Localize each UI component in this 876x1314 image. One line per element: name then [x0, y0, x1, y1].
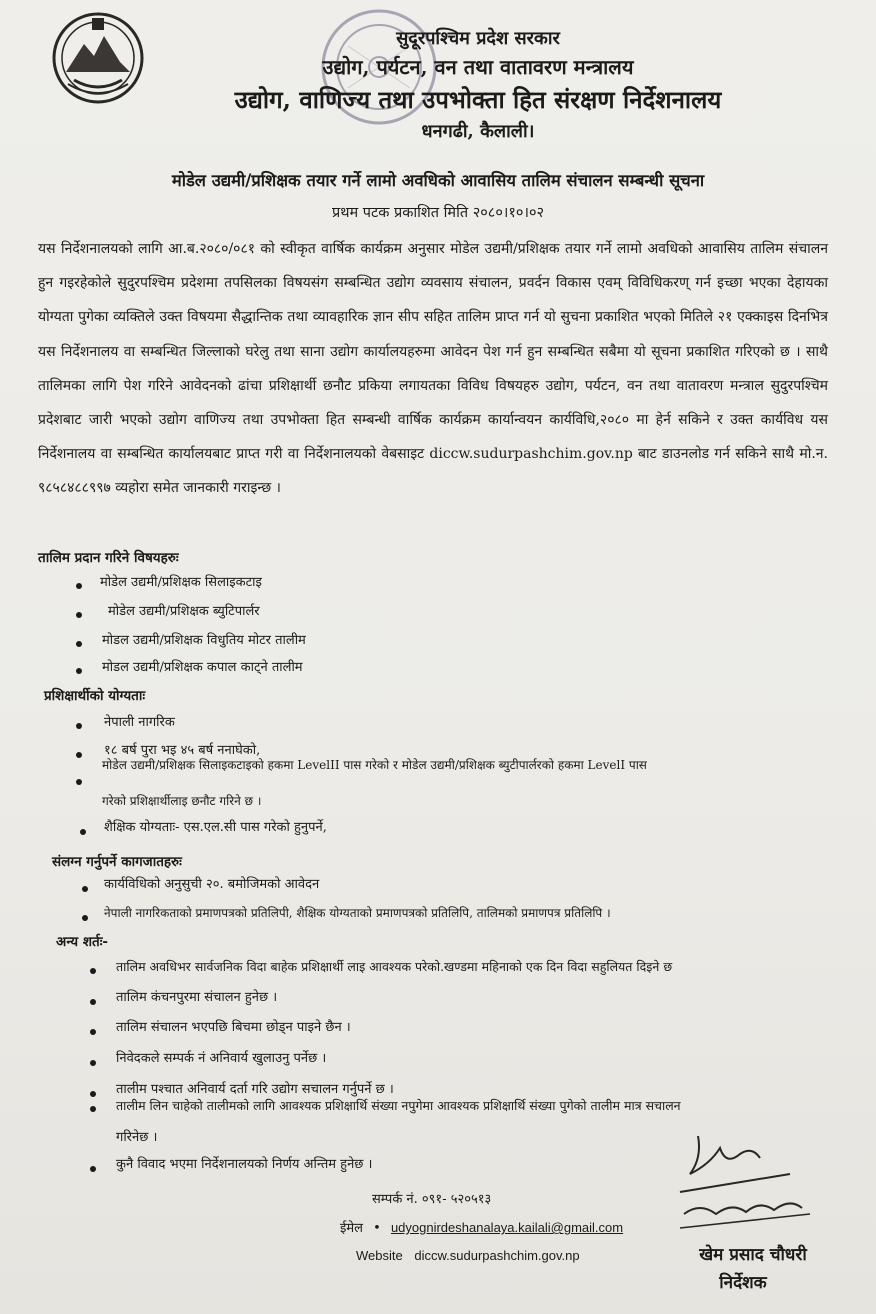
government-name: सुदूरपश्चिम प्रदेश सरकार: [396, 28, 560, 49]
subjects-heading: तालिम प्रदान गरिने विषयहरुः: [38, 550, 179, 566]
notice-body: यस निर्देशनालयको लागि आ.ब.२०८०/०८१ को स्वीकृत वार्षिक कार्यक्रम अनुसार मोडेल उद्यमी/प्रशिक्षक तयार गर्ने लामो अवधिको आवासिय तालिम संचालन हुन गइरहेकोले सुदुरपश्चिम प्रदेशमा तपसिलका विषयसंग सम्बन्धित उद्योग व्यवसाय संचालन, प्रवर्दन विकास एवम् विविधिकरण् गर्न इच्छा भएका देहायका योग्यता पुगेका व्यक्तिले उक्त विषयमा सैद्धान्तिक तथा व्यावहारिक ज्ञान सीप सहित तालिम प्राप्त गर्न यो सुचना प्रकाशित भएको मितिले २१ एक्काइस दिनभित्र यस निर्देशनालय वा सम्बन्धित जिल्लाको घरेलु तथा साना उद्योग कार्यालयहरुमा आवेदन पेश गर्न हुन सम्बन्धित सबैमा यो सूचना प्रकाशित गरिएको छ । साथै तालिमका लागि पेश गरिने आवेदनको ढांचा प्रशिक्षार्थी छनौट प्रकिया लगायतका विविध विषयहरु उद्योग, पर्यटन, वन तथा वातावरण मन्त्राल सुदुरपश्चिम प्रदेशबाट जारी भएको उद्योग वाणिज्य तथा उपभोक्ता हित सम्बन्धी वार्षिक कार्यक्रम कार्यान्वयन कार्यविधि,२०८० मा हेर्न सकिने र उक्त कार्यविध यस निर्देशनालय वा सम्बन्धित कार्यालयबाट प्राप्त गरी वा निर्देशनालयको वेबसाइट diccw.sudurpashchim.gov.np बाट डाउनलोड गर्न सकिने साथै मो.न. ९८५८४८८९९७ व्यहोरा समेत जानकारी गराइन्छ ।: [38, 241, 828, 497]
list-item: कुनै विवाद भएमा निर्देशनालयको निर्णय अन्तिम हुनेछ ।: [116, 1157, 373, 1172]
list-item: १८ बर्ष पुरा भइ ४५ बर्ष ननाघेको,: [104, 743, 261, 758]
bullet: [82, 886, 88, 892]
bullet: [76, 641, 82, 647]
email-link[interactable]: udyognirdeshanalaya.kailali@gmail.com: [390, 1220, 624, 1235]
documents-heading: संलग्न गर्नुपर्ने कागजातहरुः: [52, 854, 182, 870]
list-item: कार्यविधिको अनुसुची २०. बमोजिमको आवेदन: [104, 877, 320, 892]
contact-phone: सम्पर्क नं. ०९१- ५२०५१३: [372, 1192, 492, 1207]
handwritten-signature-icon: [640, 1118, 840, 1238]
directorate-name: उद्योग, वाणिज्य तथा उपभोक्ता हित संरक्षण निर्देशनालय: [234, 85, 722, 114]
conditions-heading: अन्य शर्तः-: [56, 934, 109, 950]
bullet: [76, 583, 82, 589]
eligibility-heading: प्रशिक्षार्थीको योग्यताः: [44, 688, 146, 704]
ministry-name: उद्योग, पर्यटन, वन तथा वातावरण मन्त्रालय: [322, 55, 634, 79]
list-item: तालिम अवधिभर सार्वजनिक विदा बाहेक प्रशिक्षार्थी लाइ आवश्यक परेको.खण्डमा महिनाको एक दिन विदा सहुलियत दिइने छ: [116, 959, 673, 974]
list-item: नेपाली नागरिक: [104, 715, 175, 730]
office-location: धनगढी, कैलाली।: [421, 121, 535, 142]
list-item: गरिनेछ ।: [116, 1130, 158, 1145]
contact-email-row: [340, 1218, 623, 1239]
website-label: Website: [356, 1248, 403, 1263]
list-item: तालीम पश्चात अनिवार्य दर्ता गरि उद्योग सचालन गर्नुपर्ने छ ।: [116, 1082, 394, 1097]
bullet: [90, 968, 96, 974]
list-item: तालिम कंचनपुरमा संचालन हुनेछ ।: [116, 990, 278, 1005]
bullet: [90, 1106, 96, 1112]
bullet: [82, 915, 88, 921]
bullet: [90, 1091, 96, 1097]
signatory-title: निर्देशक: [719, 1273, 767, 1293]
list-item: नेपाली नागरिकताको प्रमाणपत्रको प्रतिलिपी, शैक्षिक योग्यताको प्रमाणपत्रको प्रतिलिपि, तालिमको प्रमाणपत्र प्रतिलिपि ।: [104, 906, 611, 920]
bullet: [90, 999, 96, 1005]
bullet: [76, 612, 82, 618]
list-item: तालीम लिन चाहेको तालीमको लागि आवश्यक प्रशिक्षार्थि संख्या नपुगेमा आवश्यक प्रशिक्षार्थि संख्या पुगेको तालीम मात्र सचालन: [116, 1098, 681, 1113]
bullet: [90, 1060, 96, 1066]
letterhead: [150, 26, 806, 146]
bullet: [76, 779, 82, 785]
list-item: निवेदकले सम्पर्क नं अनिवार्य खुलाउनु पर्नेछ ।: [116, 1051, 327, 1066]
notice-title: मोडेल उद्यमी/प्रशिक्षक तयार गर्ने लामो अवधिको आवासिय तालिम संचालन सम्बन्धी सूचना: [171, 171, 705, 190]
published-date: प्रथम पटक प्रकाशित मिति २०८०।१०।०२: [331, 205, 545, 221]
list-item: मोडेल उद्यमी/प्रशिक्षक ब्युटिपार्लर: [108, 604, 260, 619]
list-item: शैक्षिक योग्यताः- एस.एल.सी पास गरेको हुनुपर्ने,: [104, 820, 327, 835]
list-item: गरेको प्रशिक्षार्थीलाइ छनौट गरिने छ ।: [102, 794, 262, 808]
list-item: मोडेल उद्यमी/प्रशिक्षक सिलाइकटाइको हकमा LevelII पास गरेको र मोडेल उद्यमी/प्रशिक्षक ब्युटीपार्लरको हकमा LevelI पास: [102, 758, 647, 772]
bullet: [80, 829, 86, 835]
list-item: मोडेल उद्यमी/प्रशिक्षक सिलाइकटाइ: [100, 575, 262, 590]
bullet: [90, 1166, 96, 1172]
signatory-name: खेम प्रसाद चौधरी: [699, 1245, 807, 1265]
nepal-emblem-icon: [44, 10, 152, 106]
bullet: [76, 668, 82, 674]
list-item: मोडल उद्यमी/प्रशिक्षक कपाल काट्ने तालीम: [102, 660, 303, 675]
list-item: मोडल उद्यमी/प्रशिक्षक विधुतिय मोटर तालीम: [102, 633, 306, 648]
bullet: [76, 723, 82, 729]
bullet-dot-icon: •: [373, 1221, 381, 1236]
bullet: [76, 752, 82, 758]
website-link[interactable]: diccw.sudurpashchim.gov.np: [414, 1248, 580, 1263]
list-item: तालिम संचालन भएपछि बिचमा छोड्न पाइने छैन ।: [116, 1020, 351, 1035]
contact-website-row: [356, 1246, 580, 1266]
bullet: [90, 1029, 96, 1035]
email-label: ईमेल: [340, 1221, 363, 1236]
